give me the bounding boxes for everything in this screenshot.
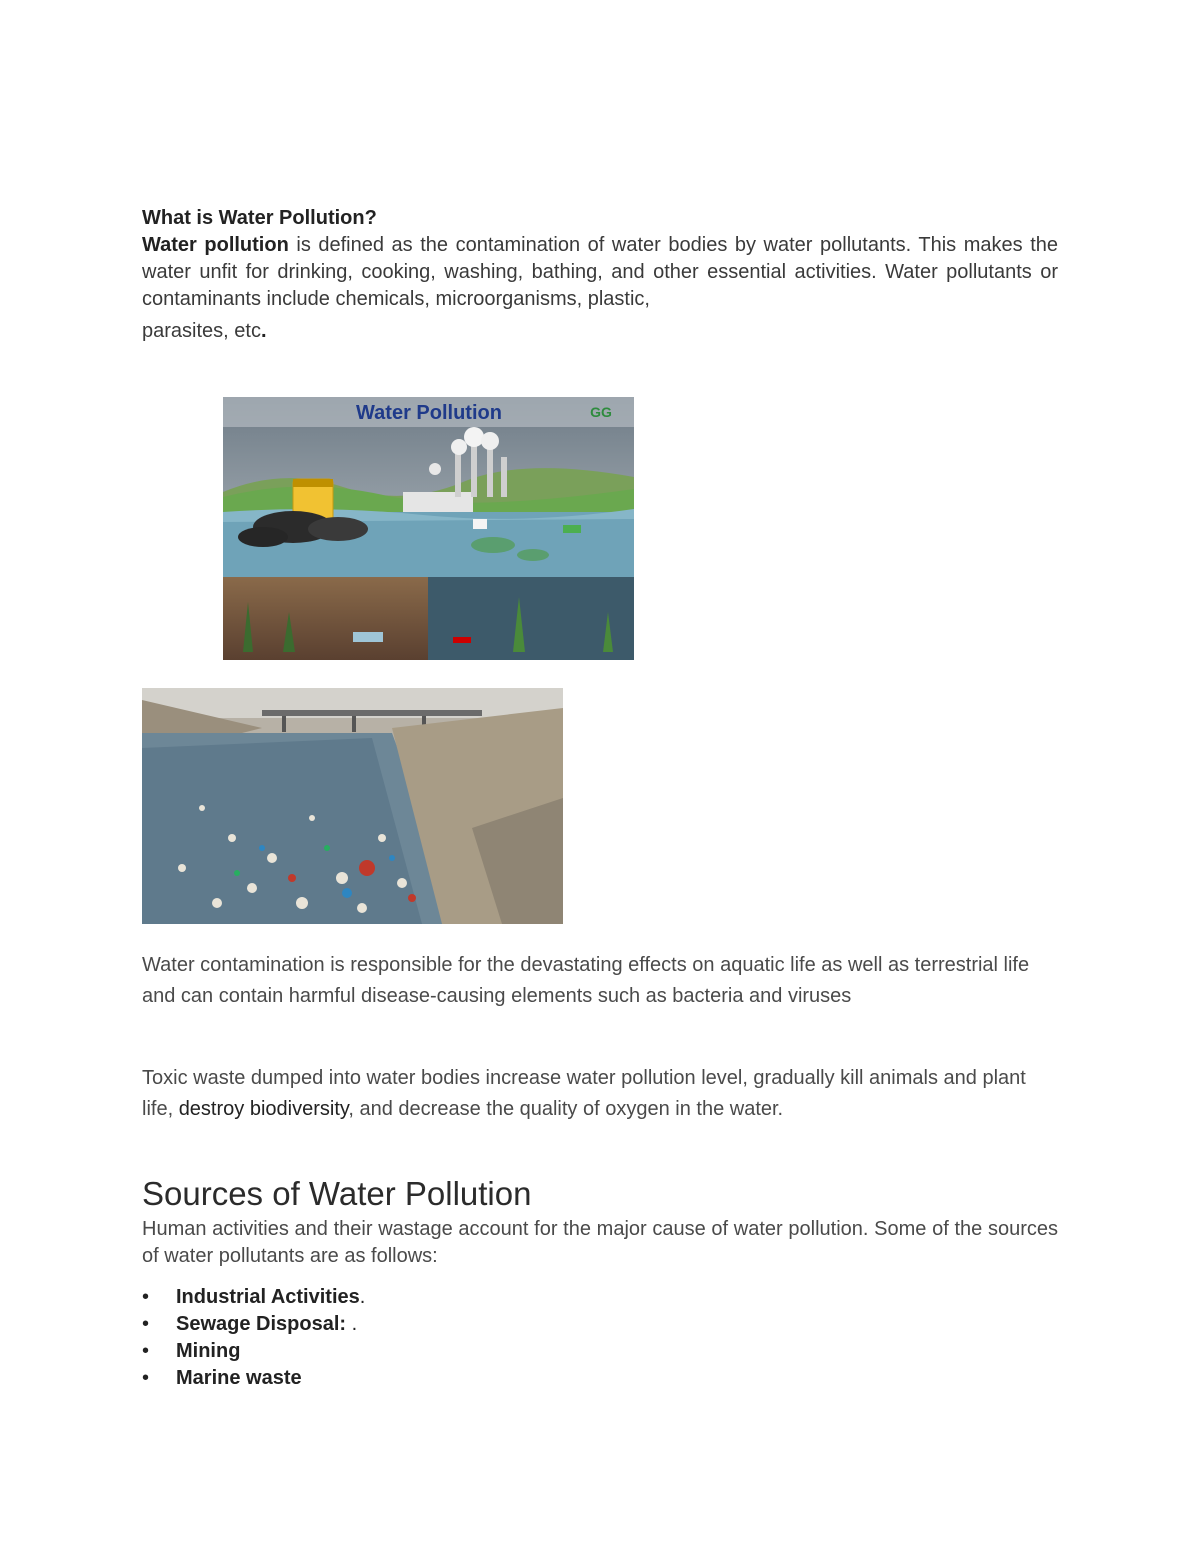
toxic-text-part2: , and decrease the quality of oxygen in the water. bbox=[348, 1098, 784, 1120]
item-label: Mining bbox=[176, 1340, 241, 1362]
definition-term: Water pollution bbox=[142, 234, 289, 256]
polluted-river-photo bbox=[142, 688, 563, 924]
definition-end-line bbox=[142, 318, 1058, 345]
definition-end: parasites, etc bbox=[142, 320, 261, 342]
sources-intro-paragraph: Human activities and their wastage account for the major cause of water pollution. Some of the sources of water pollutants are as follows: bbox=[142, 1218, 1058, 1267]
gfg-logo-icon: GG bbox=[590, 404, 612, 420]
bullet-icon: • bbox=[142, 1367, 150, 1389]
toxic-waste-paragraph bbox=[142, 1063, 1062, 1125]
water-pollution-illustration bbox=[223, 397, 634, 660]
item-label: Marine waste bbox=[176, 1367, 302, 1389]
item-suffix: . bbox=[359, 1286, 366, 1308]
definition-period: . bbox=[260, 320, 267, 342]
list-item bbox=[142, 1365, 365, 1392]
bullet-icon: • bbox=[142, 1340, 150, 1362]
bullet-icon: • bbox=[142, 1313, 150, 1335]
list-item bbox=[142, 1338, 365, 1365]
sources-heading: Sources of Water Pollution bbox=[142, 1175, 532, 1212]
definition-text: is defined as the contamination of water bodies by water pollutants. This makes the water unfit for drinking, cooking, washing, bathing, and other essential activities. Water pollutants or contaminants include chemicals, microorganisms, plastic, bbox=[142, 234, 1059, 310]
item-label: Industrial Activities bbox=[176, 1286, 360, 1308]
sources-list bbox=[142, 1284, 365, 1392]
item-label: Sewage Disposal: bbox=[176, 1313, 347, 1335]
destroy-biodiversity-text: destroy biodiversity bbox=[178, 1098, 349, 1120]
bullet-icon: • bbox=[142, 1286, 150, 1308]
list-item bbox=[142, 1311, 365, 1338]
toxic-text-part1: Toxic waste dumped into water bodies increase water pollution level, gradually kill animals and plant life, bbox=[142, 1067, 1026, 1120]
contamination-paragraph: Water contamination is responsible for the devastating effects on aquatic life as well as terrestrial life and can contain harmful disease-causing elements such as bacteria and viruses bbox=[142, 954, 1030, 1007]
heading-what-is-water-pollution: What is Water Pollution? bbox=[142, 207, 377, 229]
definition-paragraph bbox=[142, 232, 1058, 345]
figure-title: Water Pollution bbox=[356, 402, 502, 424]
item-suffix: . bbox=[346, 1313, 358, 1335]
list-item bbox=[142, 1284, 365, 1311]
